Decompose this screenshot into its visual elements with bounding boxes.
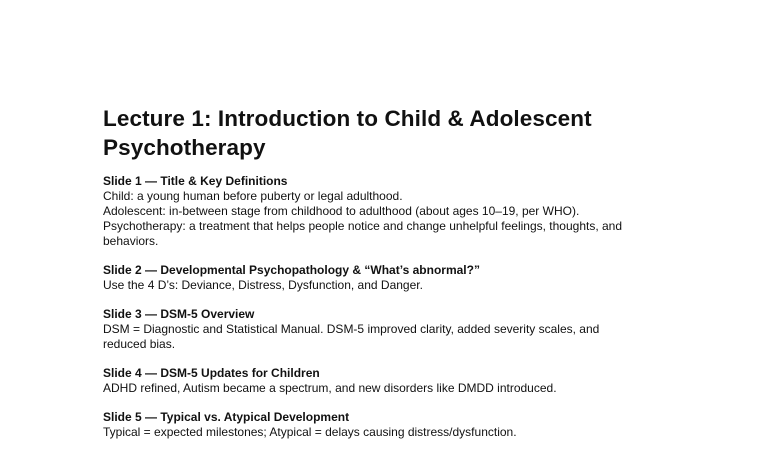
slide-list	[103, 174, 703, 440]
slide-text-line: behaviors.	[103, 234, 159, 248]
slide-section-1	[103, 174, 703, 249]
slide-heading: Slide 4 — DSM-5 Updates for Children	[103, 366, 320, 380]
slide-text-line: Use the 4 D’s: Deviance, Distress, Dysfunction, and Danger.	[103, 278, 423, 292]
lecture-notes	[103, 104, 703, 454]
slide-text-line: reduced bias.	[103, 337, 176, 351]
slide-heading: Slide 1 — Title & Key Definitions	[103, 174, 288, 188]
slide-section-5	[103, 410, 703, 440]
slide-text-line: ADHD refined, Autism became a spectrum, and new disorders like DMDD introduced.	[103, 381, 557, 395]
lecture-title	[103, 104, 703, 162]
title-line-1: Lecture 1: Introduction to Child & Adolescent	[103, 106, 592, 131]
slide-section-2	[103, 263, 703, 293]
slide-heading: Slide 5 — Typical vs. Atypical Development	[103, 410, 350, 424]
title-line-2: Psychotherapy	[103, 135, 266, 160]
slide-heading: Slide 2 — Developmental Psychopathology & “What’s abnormal?”	[103, 263, 480, 277]
slide-text-line: Psychotherapy: a treatment that helps people notice and change unhelpful feelings, thoughts, and	[103, 219, 623, 233]
slide-section-3	[103, 307, 703, 352]
slide-heading: Slide 3 — DSM-5 Overview	[103, 307, 255, 321]
slide-section-4	[103, 366, 703, 396]
slide-text-line: DSM = Diagnostic and Statistical Manual. DSM-5 improved clarity, added severity scales, and	[103, 322, 600, 336]
slide-text-line: Child: a young human before puberty or legal adulthood.	[103, 189, 403, 203]
slide-text-line: Adolescent: in-between stage from childhood to adulthood (about ages 10–19, per WHO).	[103, 204, 580, 218]
slide-text-line: Typical = expected milestones; Atypical = delays causing distress/dysfunction.	[103, 425, 517, 439]
